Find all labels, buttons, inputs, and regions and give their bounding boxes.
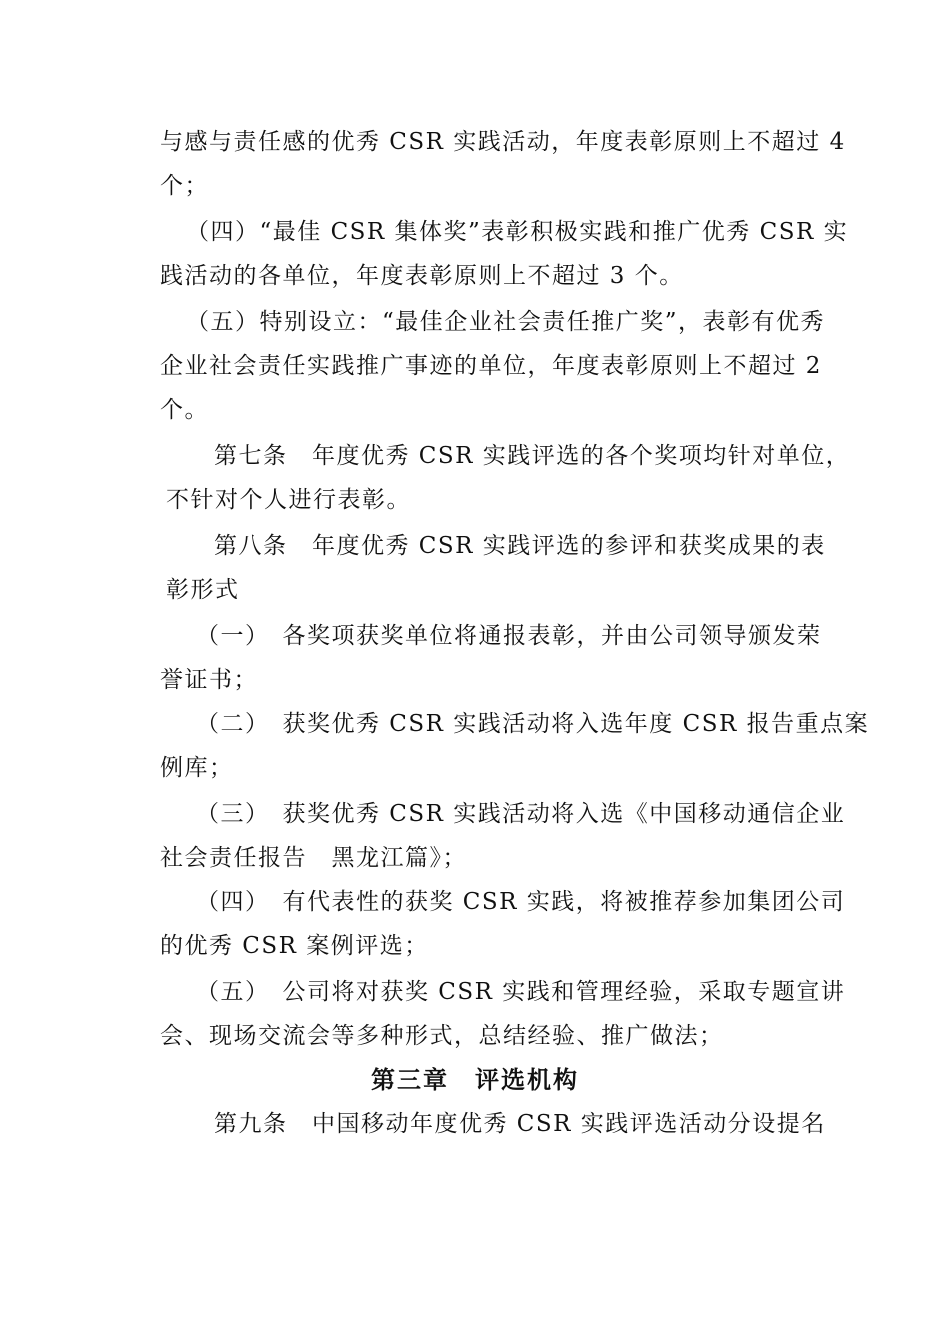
body-text-line: 企业社会责任实践推广事迹的单位，年度表彰原则上不超过 2 [160,353,822,379]
list-item-line: （二） 获奖优秀 CSR 实践活动将入选年度 CSR 报告重点案 [196,711,870,737]
body-text-line: 践活动的各单位，年度表彰原则上不超过 3 个。 [160,263,684,289]
body-text-line: 会、现场交流会等多种形式，总结经验、推广做法； [160,1023,724,1049]
body-text-line: 例库； [160,755,234,781]
list-item-line: （三） 获奖优秀 CSR 实践活动将入选《中国移动通信企业 [196,801,846,827]
body-text-line: 不针对个人进行表彰。 [166,487,411,513]
body-text-line: 社会责任报告 黑龙江篇》； [160,845,467,871]
body-text-line: 个。 [160,397,209,423]
body-text-line: 誉证书； [160,667,258,693]
body-text-line: 与感与责任感的优秀 CSR 实践活动，年度表彰原则上不超过 4 [160,129,846,155]
body-text-line: 彰形式 [166,577,240,603]
list-item-line: （四） 有代表性的获奖 CSR 实践，将被推荐参加集团公司 [196,889,846,915]
article-eight-line: 第八条 年度优秀 CSR 实践评选的参评和获奖成果的表 [214,533,826,559]
article-nine-line: 第九条 中国移动年度优秀 CSR 实践评选活动分设提名 [214,1111,826,1137]
list-item-line: （五） 公司将对获奖 CSR 实践和管理经验，采取专题宣讲 [196,979,846,1005]
body-text-line: 个； [160,173,209,199]
article-seven-line: 第七条 年度优秀 CSR 实践评选的各个奖项均针对单位， [214,443,851,469]
list-item-line: （一） 各奖项获奖单位将通报表彰，并由公司领导颁发荣 [196,623,822,649]
body-text-line: 的优秀 CSR 案例评选； [160,933,429,959]
body-text-line: （五）特别设立：“最佳企业社会责任推广奖”，表彰有优秀 [186,309,826,335]
body-text-line: （四）“最佳 CSR 集体奖”表彰积极实践和推广优秀 CSR 实 [186,219,849,245]
chapter-heading: 第三章 评选机构 [371,1066,579,1094]
